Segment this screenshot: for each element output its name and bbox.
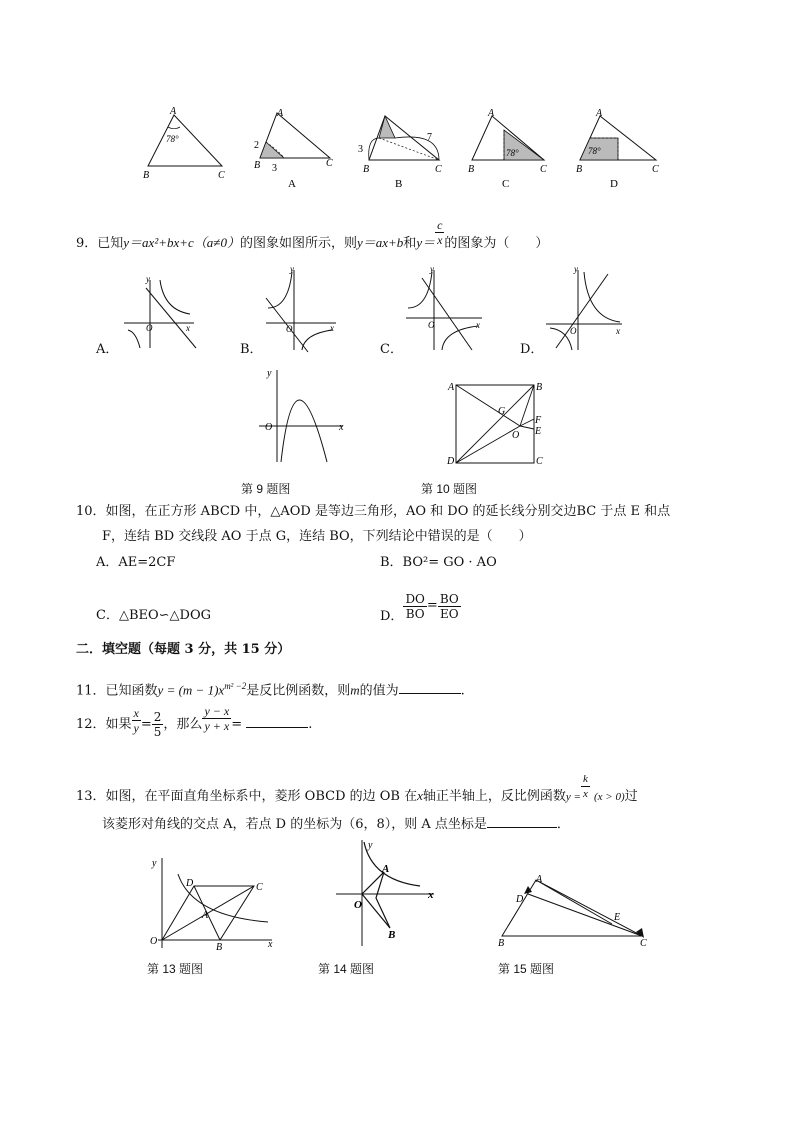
svg-text:O: O [265, 422, 273, 433]
question-10-line2: F，连结 BD 交线段 AO 于点 G，连结 BO，下列结论中错误的是（ ） [102, 529, 532, 544]
q9-option-a-graph [120, 276, 200, 351]
angle-label: 78° [166, 134, 179, 144]
svg-text:O: O [428, 320, 435, 330]
svg-text:O: O [286, 324, 293, 334]
fig15-figure [494, 872, 654, 948]
svg-text:y: y [267, 368, 272, 379]
svg-text:2: 2 [254, 140, 259, 151]
svg-text:x: x [339, 422, 344, 433]
svg-text:C: C [256, 882, 263, 893]
svg-text:A: A [536, 874, 543, 885]
vertex-a: A [170, 106, 177, 117]
vertex-c: C [218, 170, 225, 181]
answer-blank[interactable] [399, 679, 461, 694]
svg-text:A: A [288, 178, 296, 190]
svg-text:A: A [448, 382, 455, 393]
svg-text:3: 3 [272, 163, 277, 174]
svg-text:B: B [363, 164, 370, 175]
svg-text:A: A [596, 108, 603, 119]
svg-text:D: D [447, 456, 455, 467]
svg-text:78°: 78° [588, 146, 601, 156]
section-2-heading: 二．填空题（每题 3 分，共 15 分） [76, 642, 291, 657]
svg-text:y: y [368, 840, 373, 851]
question-9-stem: 9．已知y＝ax²+bx+c（a≠0）的图象如图所示，则y＝ax+b和y＝ $\frac{c}{x}$ 的图象为（ ） [76, 218, 549, 251]
q9-option-d-graph [542, 264, 627, 353]
svg-text:C: C [540, 164, 547, 175]
svg-text:B: B [254, 160, 261, 171]
svg-text:y: y [430, 264, 434, 274]
answer-blank[interactable] [487, 813, 557, 828]
svg-text:B: B [468, 164, 475, 175]
svg-text:y: y [290, 264, 294, 274]
q8-option-a-figure [250, 108, 345, 190]
svg-text:D: D [610, 178, 618, 190]
q9-option-b-label[interactable]: B． [240, 342, 263, 357]
svg-text:x: x [476, 320, 480, 330]
q10-square-figure [446, 382, 546, 468]
svg-text:B: B [216, 942, 223, 953]
svg-text:x: x [616, 326, 620, 336]
q8-main-triangle [140, 108, 230, 180]
svg-text:G: G [498, 406, 506, 417]
svg-text:C: C [326, 158, 333, 169]
svg-text:A: A [488, 108, 495, 119]
svg-text:B: B [536, 382, 543, 393]
svg-text:x: x [186, 323, 190, 333]
fig13-rhombus-figure [148, 852, 278, 953]
fig9-caption: 第 9 题图 [241, 482, 291, 496]
svg-text:x: x [268, 939, 273, 950]
svg-text:B: B [395, 178, 403, 190]
svg-text:O: O [150, 936, 158, 947]
q9-option-a-label[interactable]: A． [96, 342, 119, 357]
question-13-line1: 13．如图，在平面直角坐标系中，菱形 OBCD 的边 OB 在x轴正半轴上，反比例函数y = $\frac{k}{x}$ (x > 0)过 [76, 773, 638, 804]
svg-text:A: A [277, 108, 284, 119]
svg-text:B: B [388, 929, 396, 941]
fig15-caption: 第 15 题图 [498, 962, 555, 976]
q10-option-c[interactable]: C．△BEO∽△DOG [96, 608, 212, 623]
svg-text:y: y [146, 274, 150, 284]
svg-text:O: O [146, 323, 153, 333]
svg-text:O: O [354, 899, 362, 911]
svg-text:O: O [570, 326, 577, 336]
svg-text:C: C [536, 456, 543, 467]
question-12: 12．如果 $\frac{x}{y}$ = $\frac{2}{5}$ ，那么 $\frac{y - x}{y + x}$ = . [76, 704, 313, 739]
vertex-b: B [143, 170, 150, 181]
q9-parabola-figure [255, 368, 350, 463]
svg-text:y: y [574, 264, 578, 274]
svg-text:E: E [535, 426, 542, 437]
svg-text:A: A [202, 910, 209, 921]
svg-text:D: D [516, 894, 524, 905]
fig14-figure [332, 836, 442, 948]
svg-text:B: B [498, 938, 505, 949]
q9-option-d-label[interactable]: D． [520, 342, 544, 357]
q8-option-b-figure [355, 108, 450, 190]
question-10-line1: 10．如图，在正方形 ABCD 中，△AOD 是等边三角形，AO 和 DO 的延长线分别交边BC 于点 E 和点 [76, 504, 671, 519]
svg-text:78°: 78° [506, 148, 519, 158]
fig14-caption: 第 14 题图 [318, 962, 375, 976]
svg-text:y: y [152, 858, 157, 869]
svg-text:O: O [512, 430, 520, 441]
q10-option-a[interactable]: A．AE=2CF [96, 555, 176, 570]
svg-text:x: x [428, 889, 434, 901]
q8-option-d-figure [570, 108, 665, 190]
svg-text:C: C [502, 178, 510, 190]
svg-text:F: F [535, 415, 542, 426]
svg-text:x: x [330, 323, 334, 333]
q9-option-b-graph [262, 264, 342, 353]
question-11: 11．已知函数$y = (m - 1)x^{m^2 -2}$是反比例函数，则m的值为 . [76, 681, 465, 699]
question-13-line2: 该菱形对角线的交点 A，若点 D 的坐标为（6，8），则 A 点坐标是 ． [102, 813, 570, 834]
svg-text:C: C [640, 938, 647, 949]
svg-text:C: C [435, 164, 442, 175]
q9-option-c-label[interactable]: C． [380, 342, 403, 357]
answer-blank[interactable] [246, 713, 308, 728]
svg-text:7: 7 [427, 132, 432, 143]
q10-option-b[interactable]: B．BO²= GO · AO [380, 555, 497, 570]
svg-text:E: E [614, 912, 621, 923]
q10-option-d[interactable]: D． $\frac{DO}{BO}$ = $\frac{BO}{EO}$ [380, 591, 459, 624]
q9-option-c-graph [402, 264, 487, 353]
svg-text:3: 3 [358, 144, 363, 155]
fig10-caption: 第 10 题图 [421, 482, 478, 496]
fig13-caption: 第 13 题图 [147, 962, 204, 976]
q8-option-c-figure [462, 108, 557, 190]
svg-text:C: C [652, 164, 659, 175]
svg-text:B: B [576, 164, 583, 175]
svg-text:A: A [382, 863, 390, 875]
svg-text:D: D [186, 878, 194, 889]
